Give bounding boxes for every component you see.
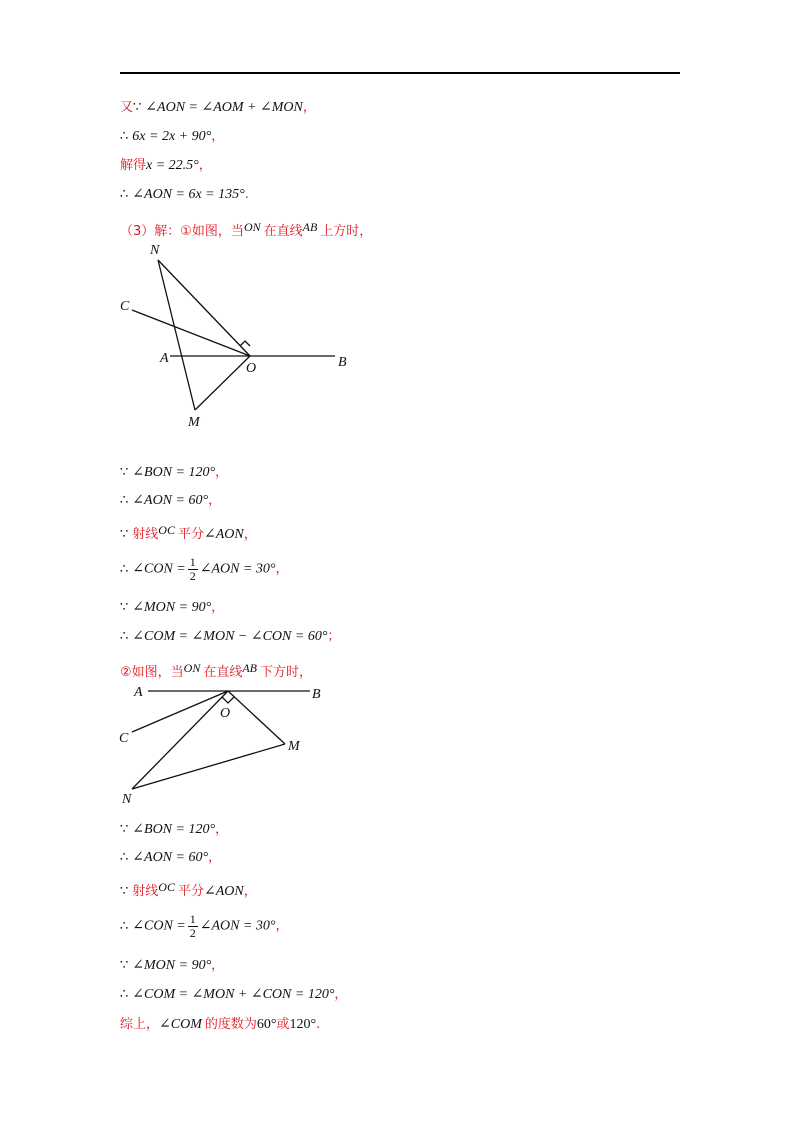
- line-12: [120, 659, 312, 682]
- ray-oc: [132, 691, 231, 732]
- punctuation: ，: [302, 100, 316, 115]
- punctuation: ，: [211, 958, 225, 973]
- line-16: [120, 913, 289, 940]
- label-a: A: [134, 685, 143, 700]
- text-red: ②如图，当: [120, 665, 184, 680]
- because-symbol: ∵: [133, 100, 142, 115]
- math-expression: ∠MON = 90°: [132, 958, 212, 973]
- punctuation: ，: [275, 561, 289, 577]
- segment-on: [158, 260, 250, 356]
- label-b: B: [338, 355, 347, 370]
- math-expression: x = 22.5°: [146, 158, 199, 173]
- fraction-numerator: 1: [189, 912, 196, 926]
- therefore-symbol: ∴: [120, 129, 129, 144]
- punctuation: ；: [327, 629, 341, 644]
- because-symbol: ∵: [120, 527, 129, 542]
- text-red: 射线: [132, 527, 159, 542]
- punctuation: ，: [243, 527, 257, 542]
- label-b: B: [312, 687, 321, 702]
- math-expression: ∠AON = ∠AOM + ∠MON: [145, 100, 303, 115]
- math-expression: ∠BON = 120°: [132, 822, 216, 837]
- text-red: 的度数为: [204, 1017, 257, 1032]
- therefore-symbol: ∴: [120, 629, 129, 644]
- line-9: [120, 556, 289, 583]
- right-angle-mark: [222, 697, 234, 703]
- segment-om: [195, 356, 250, 410]
- punctuation: ，: [215, 465, 229, 480]
- therefore-symbol: ∴: [120, 187, 129, 202]
- punctuation: ，: [211, 600, 225, 615]
- label-c: C: [120, 299, 130, 314]
- punctuation: .: [316, 1017, 321, 1032]
- line-11: [120, 628, 340, 646]
- math-expression: ∠AON = 6x = 135°: [132, 187, 245, 202]
- label-m: M: [288, 739, 300, 754]
- label-o: O: [220, 706, 231, 721]
- geometry-figure-2: [110, 682, 340, 807]
- text-red: 解得: [120, 158, 147, 173]
- math-expression: ∠COM = ∠MON − ∠CON = 60°: [132, 629, 328, 644]
- fraction-one-half: [188, 556, 198, 583]
- math-inline: ON: [183, 661, 201, 675]
- math-expression: ∠BON = 120°: [132, 465, 216, 480]
- math-expression: 6x = 2x + 90°: [132, 129, 212, 144]
- math-expression: ∠MON = 90°: [132, 600, 212, 615]
- fraction-denominator: 2: [189, 926, 196, 940]
- because-symbol: ∵: [120, 822, 129, 837]
- therefore-symbol: ∴: [120, 987, 129, 1002]
- punctuation: ，: [275, 918, 289, 934]
- text-red: 平分: [177, 884, 204, 899]
- label-a: A: [160, 351, 169, 366]
- text-red: 在直线: [203, 665, 243, 680]
- punctuation: ，: [208, 493, 222, 508]
- text-red: （3）解：①如图，当: [120, 224, 244, 239]
- label-c: C: [119, 731, 129, 746]
- label-n: N: [150, 243, 160, 258]
- text-red: 在直线: [263, 224, 303, 239]
- line-5: [120, 218, 372, 241]
- punctuation: ，: [334, 987, 348, 1002]
- line-18: [120, 986, 347, 1004]
- line-13: [120, 821, 228, 839]
- fraction-numerator: 1: [189, 555, 196, 569]
- therefore-symbol: ∴: [120, 493, 129, 508]
- math-inline: OC: [158, 523, 175, 537]
- math-expression: ∠COM = ∠MON + ∠CON = 120°: [132, 987, 335, 1002]
- because-symbol: ∵: [120, 958, 129, 973]
- segment-nm: [158, 260, 195, 410]
- punctuation: ，: [215, 822, 229, 837]
- punctuation: ，: [243, 884, 257, 899]
- label-o: O: [246, 361, 257, 376]
- math-inline: 120°: [289, 1017, 317, 1032]
- ray-oc: [132, 310, 250, 356]
- right-angle-mark: [240, 341, 250, 346]
- punctuation: ，: [198, 158, 212, 173]
- math-inline: ∠COM: [159, 1017, 202, 1032]
- text-red: 射线: [132, 884, 159, 899]
- math-expression: ∠CON =: [132, 561, 186, 577]
- line-14: [120, 849, 221, 867]
- because-symbol: ∵: [120, 884, 129, 899]
- math-expression: ∠AON = 30°: [199, 918, 276, 934]
- line-4: [120, 186, 249, 204]
- math-expression: ∠AON = 60°: [132, 493, 209, 508]
- because-symbol: ∵: [120, 465, 129, 480]
- line-17: [120, 957, 224, 975]
- math-expression: ∠AON = 30°: [199, 561, 276, 577]
- line-2: [120, 128, 224, 146]
- text-red: 或: [276, 1017, 290, 1032]
- text-red: 平分: [177, 527, 204, 542]
- fraction-one-half: [188, 913, 198, 940]
- therefore-symbol: ∴: [120, 561, 129, 577]
- line-10: [120, 599, 224, 617]
- line-19: [120, 1016, 320, 1034]
- line-15: [120, 878, 257, 901]
- label-n: N: [122, 792, 132, 807]
- math-expression: ∠AON = 60°: [132, 850, 209, 865]
- math-expression: ∠CON =: [132, 918, 186, 934]
- math-inline: AB: [302, 220, 318, 234]
- math-inline: ON: [243, 220, 261, 234]
- text-red: 下方时，: [260, 665, 313, 680]
- math-inline: ∠AON: [203, 884, 244, 899]
- line-6: [120, 464, 228, 482]
- header-rule: [120, 72, 680, 74]
- punctuation: .: [244, 187, 249, 202]
- math-inline: 60°: [256, 1017, 277, 1032]
- math-inline: OC: [158, 880, 175, 894]
- text-red: 上方时，: [320, 224, 373, 239]
- punctuation: ，: [211, 129, 225, 144]
- line-8: [120, 521, 257, 544]
- line-1: [120, 99, 316, 117]
- text-red: 又: [120, 100, 134, 115]
- geometry-figure-1: [110, 240, 370, 440]
- because-symbol: ∵: [120, 600, 129, 615]
- fraction-denominator: 2: [189, 569, 196, 583]
- therefore-symbol: ∴: [120, 850, 129, 865]
- punctuation: ，: [208, 850, 222, 865]
- label-m: M: [188, 415, 200, 430]
- math-inline: ∠AON: [203, 527, 244, 542]
- text-red: 综上，: [120, 1017, 160, 1032]
- line-3: [120, 157, 212, 175]
- line-7: [120, 492, 221, 510]
- segment-om: [228, 691, 285, 744]
- therefore-symbol: ∴: [120, 918, 129, 934]
- math-inline: AB: [242, 661, 258, 675]
